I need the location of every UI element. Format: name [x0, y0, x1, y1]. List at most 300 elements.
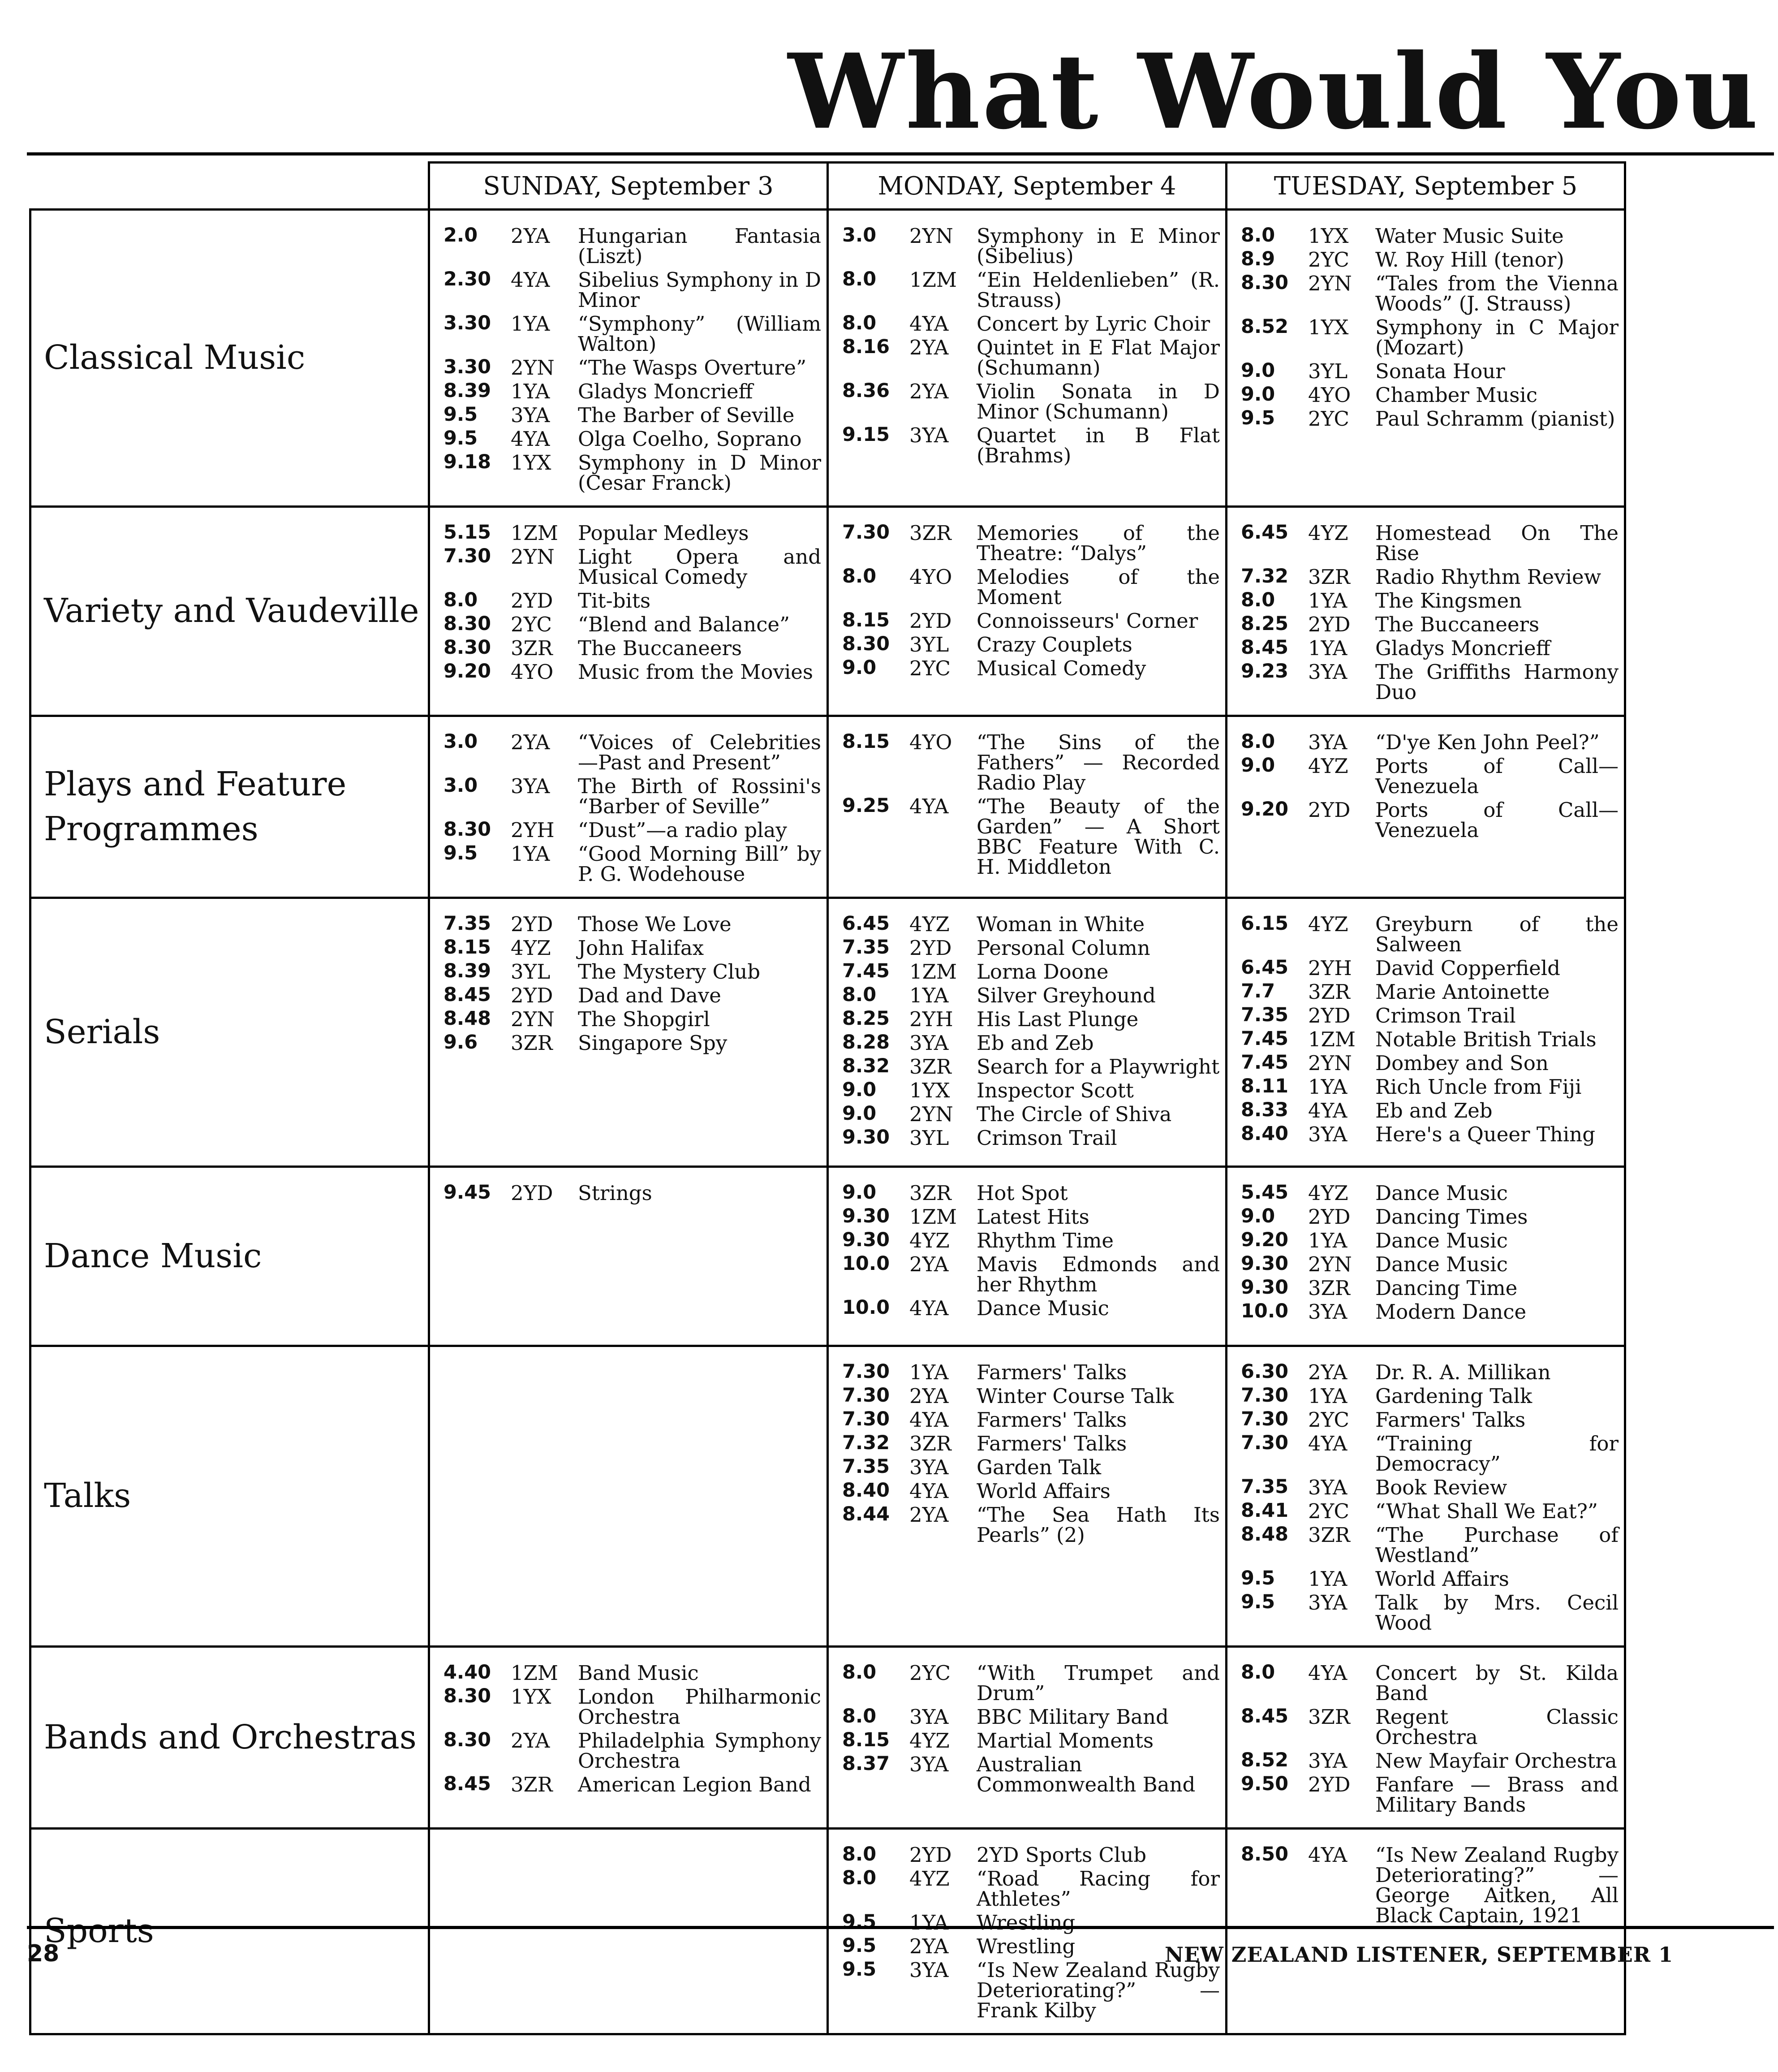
entry-title: Farmers' Talks [977, 1360, 1127, 1384]
programme-entry [842, 1960, 1220, 2020]
programme-entry [842, 425, 1220, 466]
entry-station: 3YA [909, 1705, 949, 1729]
category-label: Variety and Vaudeville [30, 507, 429, 716]
programme-entry [1241, 1124, 1619, 1144]
entry-title: The Birth of Rossini's “Barber of Seville” [578, 774, 821, 818]
programme-entry [443, 776, 821, 816]
entry-title: “Good Morning Bill” by P. G. Wodehouse [578, 842, 821, 886]
entry-time: 8.25 [1241, 613, 1289, 635]
entry-time: 3.30 [443, 356, 491, 378]
entry-station: 2YD [909, 1843, 952, 1867]
programme-cell [1227, 210, 1625, 507]
category-row [30, 507, 1625, 716]
entry-time: 7.30 [1241, 1384, 1289, 1407]
entry-time: 7.30 [443, 545, 491, 567]
entry-time: 6.45 [842, 912, 890, 935]
entry-station: 1YA [909, 1911, 949, 1934]
programme-grid [29, 161, 1626, 2035]
entry-title: BBC Military Band [977, 1705, 1169, 1729]
entry-station: 1YA [1308, 1384, 1347, 1408]
entry-station: 4YO [909, 730, 952, 754]
entry-station: 4YA [909, 794, 949, 818]
entry-time: 8.11 [1241, 1075, 1289, 1097]
programme-entry [842, 1663, 1220, 1703]
programme-cell [1227, 716, 1625, 898]
entry-station: 1ZM [511, 1661, 558, 1685]
programme-entry [1241, 638, 1619, 658]
programme-entry [443, 453, 821, 493]
entry-station: 3YA [1308, 1300, 1347, 1324]
programme-entry [1241, 567, 1619, 587]
entry-time: 9.5 [842, 1958, 877, 1981]
entry-time: 8.15 [842, 1729, 890, 1751]
entry-title: “Tales from the Vienna Woods” (J. Strauss) [1375, 272, 1619, 315]
category-row [30, 898, 1625, 1167]
programme-entry [842, 1080, 1220, 1101]
entry-title: “Ein Heldenlieben” (R. Strauss) [977, 268, 1220, 312]
entry-time: 10.0 [842, 1252, 890, 1275]
entry-title: Wrestling [977, 1934, 1076, 1958]
entry-time: 9.5 [1241, 1591, 1275, 1613]
entry-title: Notable British Trials [1375, 1027, 1597, 1051]
entry-station: 1YA [909, 984, 949, 1007]
programme-entry [842, 732, 1220, 793]
entry-time: 9.5 [443, 427, 478, 449]
category-label: Sports [30, 1829, 429, 2034]
entry-station: 2YH [1308, 956, 1352, 980]
entry-station: 4YZ [909, 912, 950, 936]
entry-station: 2YH [909, 1007, 953, 1031]
entry-title: Concert by St. Kilda Band [1375, 1661, 1619, 1705]
entry-station: 1YA [909, 1360, 949, 1384]
programme-entry [842, 1230, 1220, 1251]
programme-entry [443, 1663, 821, 1683]
programme-cell [429, 898, 828, 1167]
entry-station: 3ZR [909, 1181, 951, 1205]
programme-entry [842, 337, 1220, 378]
entry-time: 8.30 [1241, 272, 1289, 294]
programme-entry [1241, 1207, 1619, 1227]
entry-title: Chamber Music [1375, 383, 1537, 407]
entry-station: 4YA [909, 1296, 949, 1320]
entry-station: 3ZR [909, 1055, 951, 1079]
entry-title: Talk by Mrs. Cecil Wood [1375, 1591, 1619, 1635]
entry-time: 8.39 [443, 380, 491, 402]
entry-station: 2YD [909, 936, 952, 960]
entry-time: 9.0 [842, 656, 877, 679]
entry-time: 8.0 [842, 312, 877, 334]
entry-time: 8.30 [443, 636, 491, 659]
programme-entry [842, 1386, 1220, 1406]
entry-time: 7.35 [1241, 1476, 1289, 1498]
entry-title: Farmers' Talks [1375, 1408, 1526, 1432]
programme-entry [1241, 756, 1619, 796]
entry-station: 3YA [511, 403, 550, 427]
entry-station: 2YC [909, 1661, 951, 1685]
entry-station: 1ZM [1308, 1027, 1356, 1051]
entry-time: 9.30 [1241, 1276, 1289, 1299]
entry-station: 3ZR [1308, 1276, 1350, 1300]
entry-title: Gladys Moncrieff [578, 380, 753, 403]
publication-credit: NEW ZEALAND LISTENER, SEPTEMBER 1 [1165, 1942, 1674, 1967]
entry-title: “Symphony” (William Walton) [578, 312, 821, 356]
entry-title: The Kingsmen [1375, 589, 1522, 613]
entry-title: John Halifax [578, 936, 704, 960]
entry-station: 2YC [511, 613, 552, 636]
entry-title: Dr. R. A. Millikan [1375, 1360, 1551, 1384]
programme-entry [1241, 591, 1619, 611]
entry-station: 2YA [511, 730, 550, 754]
entry-station: 2YD [1308, 1205, 1351, 1229]
entry-time: 8.40 [842, 1479, 890, 1502]
entry-title: Australian Commonwealth Band [977, 1753, 1196, 1796]
programme-entry [1241, 1362, 1619, 1382]
category-label: Talks [30, 1346, 429, 1647]
category-row [30, 210, 1625, 507]
entry-title: Martial Moments [977, 1729, 1154, 1753]
entry-station: 2YC [1308, 248, 1349, 272]
entry-time: 7.30 [842, 1384, 890, 1407]
programme-entry [842, 1754, 1220, 1795]
entry-station: 2YA [511, 224, 550, 248]
entry-station: 2YA [511, 1729, 550, 1753]
entry-title: Singapore Spy [578, 1031, 728, 1055]
entry-station: 2YA [909, 1934, 949, 1958]
entry-time: 9.0 [842, 1102, 877, 1125]
entry-station: 2YA [909, 1503, 949, 1527]
programme-entry [443, 1183, 821, 1203]
programme-entry [1241, 914, 1619, 954]
entry-station: 2YN [1308, 1252, 1352, 1276]
entry-title: Eb and Zeb [977, 1031, 1094, 1055]
category-row [30, 1346, 1625, 1647]
entry-title: The Barber of Seville [578, 403, 795, 427]
entry-title: Popular Medleys [578, 521, 749, 545]
entry-title: World Affairs [1375, 1567, 1509, 1591]
entry-time: 8.50 [1241, 1843, 1289, 1865]
entry-time: 7.30 [842, 521, 890, 544]
entry-station: 1ZM [909, 960, 957, 984]
entry-time: 9.30 [1241, 1252, 1289, 1275]
entry-station: 4YA [1308, 1843, 1347, 1867]
programme-entry [842, 226, 1220, 266]
entry-time: 8.37 [842, 1753, 890, 1775]
entry-station: 3YA [1308, 660, 1347, 684]
entry-station: 2YD [1308, 798, 1351, 822]
programme-entry [1241, 1029, 1619, 1049]
entry-time: 7.35 [842, 1455, 890, 1478]
entry-time: 8.30 [443, 1685, 491, 1707]
entry-station: 2YD [909, 609, 952, 633]
entry-title: Silver Greyhound [977, 984, 1156, 1007]
entry-time: 8.45 [1241, 1705, 1289, 1727]
programme-entry [842, 658, 1220, 678]
entry-station: 1ZM [511, 521, 558, 545]
programme-cell [828, 1346, 1227, 1647]
entry-time: 5.45 [1241, 1181, 1289, 1204]
page-number: 28 [27, 1940, 60, 1967]
entry-title: “The Sins of the Fathers” — Recorded Radio Play [977, 730, 1220, 794]
entry-title: Fanfare — Brass and Military Bands [1375, 1773, 1619, 1817]
entry-title: “Training for Democracy” [1375, 1432, 1619, 1476]
entry-time: 7.7 [1241, 980, 1275, 1002]
entry-station: 2YD [511, 1181, 553, 1205]
entry-title: 2YD Sports Club [977, 1843, 1147, 1867]
entry-station: 1ZM [909, 1205, 957, 1229]
entry-time: 8.0 [1241, 589, 1275, 611]
entry-station: 2YD [511, 984, 553, 1007]
programme-entry [842, 1936, 1220, 1956]
entry-title: “Voices of Celebrities —Past and Present” [578, 730, 821, 774]
programme-entry [1241, 1569, 1619, 1589]
entry-station: 3YL [511, 960, 551, 984]
entry-time: 3.0 [443, 730, 478, 753]
entry-station: 1YX [909, 1079, 950, 1102]
entry-station: 3YA [909, 1958, 949, 1982]
entry-time: 8.36 [842, 380, 890, 402]
programme-entry [842, 1731, 1220, 1751]
entry-station: 1YX [1308, 315, 1349, 339]
entry-time: 3.30 [443, 312, 491, 334]
entry-station: 3YA [1308, 1476, 1347, 1499]
programme-entry [1241, 1410, 1619, 1430]
programme-entry [842, 567, 1220, 607]
entry-title: Memories of the Theatre: “Dalys” [977, 521, 1220, 565]
programme-cell [1227, 507, 1625, 716]
entry-station: 4YO [1308, 383, 1351, 407]
programme-entry [1241, 1053, 1619, 1073]
programme-entry [842, 635, 1220, 655]
entry-time: 9.20 [443, 660, 491, 682]
entry-time: 2.0 [443, 224, 478, 246]
entry-title: Quartet in B Flat (Brahms) [977, 423, 1220, 467]
entry-station: 1YA [1308, 1567, 1347, 1591]
entry-title: Connoisseurs' Corner [977, 609, 1198, 633]
programme-entry [443, 614, 821, 635]
entry-station: 2YD [1308, 613, 1351, 636]
programme-entry [443, 732, 821, 773]
entry-title: Light Opera and Musical Comedy [578, 545, 821, 589]
corner-cell [30, 163, 429, 210]
entry-title: Woman in White [977, 912, 1145, 936]
entry-title: Inspector Scott [977, 1079, 1134, 1102]
entry-time: 7.30 [1241, 1432, 1289, 1454]
programme-entry [443, 547, 821, 587]
entry-station: 2YA [909, 380, 949, 403]
entry-time: 9.30 [842, 1205, 890, 1227]
programme-entry [443, 1009, 821, 1029]
entry-title: “D'ye Ken John Peel?” [1375, 730, 1600, 754]
entry-title: Olga Coelho, Soprano [578, 427, 802, 451]
entry-title: Personal Column [977, 936, 1150, 960]
entry-station: 4YZ [909, 1229, 950, 1252]
entry-title: Philadelphia Symphony Orchestra [578, 1729, 821, 1773]
programme-entry [443, 270, 821, 310]
entry-station: 3ZR [1308, 565, 1350, 589]
programme-entry [1241, 614, 1619, 635]
entry-station: 2YN [1308, 1051, 1352, 1075]
entry-station: 3YA [1308, 1591, 1347, 1614]
entry-time: 9.0 [842, 1079, 877, 1101]
entry-station: 4YO [909, 565, 952, 589]
entry-station: 2YD [511, 589, 553, 613]
category-label: Classical Music [30, 210, 429, 507]
entry-station: 3YA [511, 774, 550, 798]
entry-time: 8.15 [842, 730, 890, 753]
category-label: Dance Music [30, 1167, 429, 1346]
entry-station: 4YA [909, 1408, 949, 1432]
programme-entry [443, 429, 821, 449]
entry-station: 4YZ [909, 1729, 950, 1753]
entry-title: Concert by Lyric Choir [977, 312, 1210, 336]
entry-title: “Blend and Balance” [578, 613, 790, 636]
entry-time: 9.6 [443, 1031, 478, 1053]
programme-entry [1241, 1593, 1619, 1633]
entry-time: 2.30 [443, 268, 491, 290]
programme-entry [443, 985, 821, 1006]
entry-time: 6.15 [1241, 912, 1289, 935]
entry-title: “Is New Zealand Rugby Deteriorating?” —George Aitken, All Black Captain, 1921 [1375, 1843, 1619, 1927]
entry-time: 9.0 [1241, 383, 1275, 406]
programme-entry [443, 523, 821, 543]
programme-entry [842, 914, 1220, 934]
entry-title: Wrestling [977, 1911, 1076, 1934]
entry-time: 8.30 [842, 633, 890, 655]
entry-title: Regent Classic Orchestra [1375, 1705, 1619, 1749]
entry-time: 8.48 [1241, 1523, 1289, 1545]
entry-time: 8.41 [1241, 1499, 1289, 1522]
programme-cell [429, 1167, 828, 1346]
programme-entry [1241, 1386, 1619, 1406]
entry-station: 3ZR [511, 1773, 553, 1796]
entry-station: 4YA [1308, 1099, 1347, 1122]
entry-title: The Griffiths Harmony Duo [1375, 660, 1619, 704]
programme-cell [828, 1647, 1227, 1829]
entry-station: 3ZR [1308, 980, 1350, 1004]
entry-time: 9.0 [1241, 1205, 1275, 1227]
entry-title: Violin Sonata in D Minor (Schumann) [977, 380, 1220, 423]
entry-time: 8.0 [842, 565, 877, 587]
entry-station: 1YA [511, 312, 550, 336]
entry-title: Tit-bits [578, 589, 651, 613]
entry-title: Dance Music [1375, 1181, 1508, 1205]
entry-title: Symphony in C Major (Mozart) [1375, 315, 1619, 359]
entry-time: 9.0 [842, 1181, 877, 1204]
entry-station: 3YL [909, 1126, 949, 1150]
entry-title: Music from the Movies [578, 660, 813, 684]
entry-station: 2YN [511, 356, 555, 380]
entry-title: Strings [578, 1181, 652, 1205]
entry-time: 7.32 [842, 1432, 890, 1454]
entry-station: 2YC [1308, 1408, 1349, 1432]
entry-time: 8.30 [443, 613, 491, 635]
programme-entry [842, 1707, 1220, 1727]
entry-station: 4YA [511, 268, 550, 292]
programme-entry [1241, 800, 1619, 840]
entry-time: 8.52 [1241, 315, 1289, 338]
entry-title: W. Roy Hill (tenor) [1375, 248, 1564, 272]
entry-time: 9.15 [842, 423, 890, 446]
entry-station: 1YA [1308, 1229, 1347, 1252]
entry-station: 3YA [909, 1753, 949, 1776]
entry-station: 3YL [909, 633, 949, 656]
entry-time: 8.33 [1241, 1099, 1289, 1121]
programme-cell [429, 1346, 828, 1647]
entry-title: Hungarian Fantasia (Liszt) [578, 224, 821, 268]
entry-time: 6.45 [1241, 956, 1289, 979]
entry-title: Dance Music [1375, 1229, 1508, 1252]
entry-time: 8.0 [1241, 1661, 1275, 1684]
programme-entry [1241, 361, 1619, 381]
entry-title: “Is New Zealand Rugby Deteriorating?” — Frank Kilby [977, 1958, 1220, 2022]
entry-station: 2YN [1308, 272, 1352, 295]
entry-time: 9.50 [1241, 1773, 1289, 1795]
programme-entry [443, 638, 821, 658]
programme-entry [1241, 1006, 1619, 1026]
programme-entry [1241, 982, 1619, 1002]
entry-station: 4YA [511, 427, 550, 451]
entry-time: 8.0 [842, 1843, 877, 1865]
programme-entry [443, 314, 821, 354]
category-row [30, 1829, 1625, 2034]
programme-entry [842, 1362, 1220, 1382]
programme-entry [842, 1057, 1220, 1077]
programme-entry [842, 1457, 1220, 1477]
entry-station: 2YN [909, 224, 953, 248]
entry-title: Symphony in D Minor (Cesar Franck) [578, 451, 821, 495]
day-header-row [30, 163, 1625, 210]
category-row [30, 716, 1625, 898]
entry-title: New Mayfair Orchestra [1375, 1749, 1617, 1773]
programme-entry [842, 1183, 1220, 1203]
entry-time: 8.32 [842, 1055, 890, 1077]
entry-station: 3YA [909, 1031, 949, 1055]
programme-entry [1241, 317, 1619, 358]
entry-title: The Circle of Shiva [977, 1102, 1172, 1126]
programme-entry [842, 1207, 1220, 1227]
entry-station: 2YD [1308, 1773, 1351, 1796]
entry-title: Sibelius Symphony in D Minor [578, 268, 821, 312]
entry-title: Hot Spot [977, 1181, 1068, 1205]
entry-title: London Philharmonic Orchestra [578, 1685, 821, 1729]
entry-title: Winter Course Talk [977, 1384, 1174, 1408]
entry-station: 2YC [909, 656, 951, 680]
programme-entry [842, 611, 1220, 631]
programme-entry [443, 358, 821, 378]
entry-time: 9.25 [842, 794, 890, 817]
entry-time: 9.30 [842, 1126, 890, 1148]
programme-entry [842, 962, 1220, 982]
entry-title: Crimson Trail [977, 1126, 1117, 1150]
programme-entry [443, 914, 821, 934]
programme-entry [842, 314, 1220, 334]
programme-cell [429, 1829, 828, 2034]
entry-time: 8.15 [842, 609, 890, 631]
entry-title: World Affairs [977, 1479, 1111, 1503]
entry-time: 9.18 [443, 451, 491, 473]
entry-time: 7.45 [1241, 1027, 1289, 1050]
entry-station: 4YA [909, 312, 949, 336]
entry-station: 2YA [909, 336, 949, 359]
entry-title: Water Music Suite [1375, 224, 1564, 248]
programme-entry [1241, 1278, 1619, 1298]
entry-title: Farmers' Talks [977, 1408, 1127, 1432]
entry-station: 2YN [511, 545, 555, 569]
entry-station: 3YA [909, 423, 949, 447]
entry-title: Ports of Call—Venezuela [1375, 754, 1619, 798]
entry-time: 8.0 [1241, 224, 1275, 246]
programme-entry [443, 662, 821, 682]
